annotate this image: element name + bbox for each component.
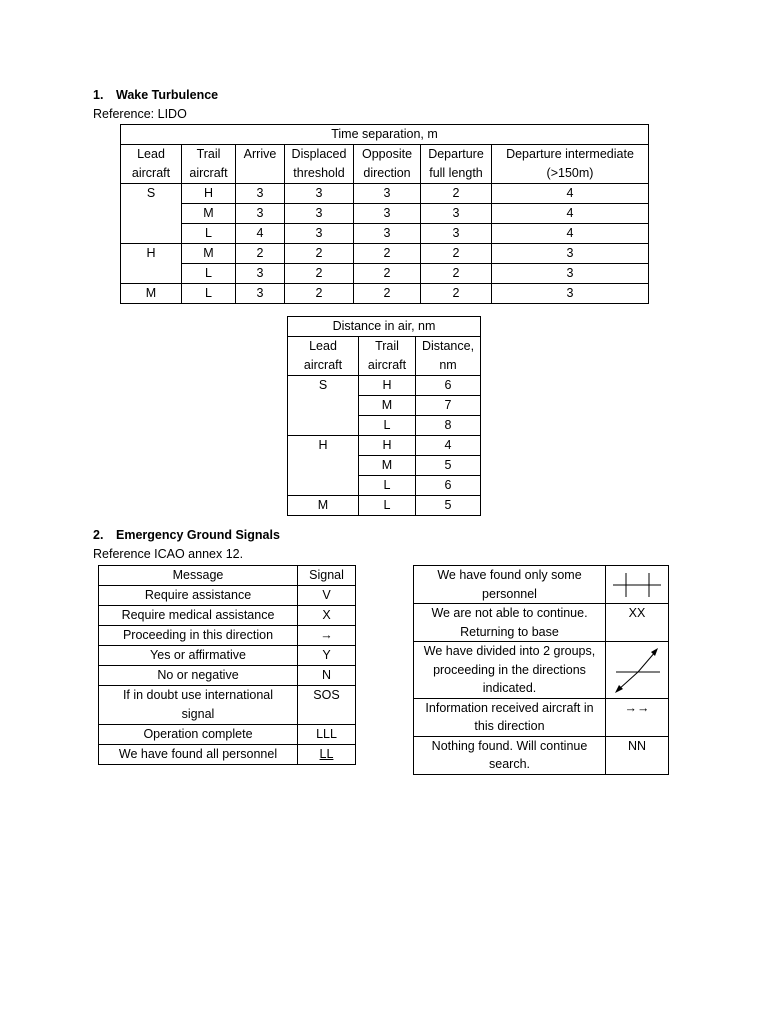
table-cell: 3 — [421, 204, 492, 224]
table-cell: 3 — [236, 204, 285, 224]
signal-code: N — [298, 666, 356, 686]
header-displaced-threshold: Displaced threshold — [285, 145, 354, 184]
table-row — [99, 626, 356, 646]
section-2-number: 2. — [93, 528, 104, 542]
table-cell — [121, 204, 182, 224]
table-row — [288, 396, 481, 416]
table-row — [99, 745, 356, 765]
table-row — [414, 698, 669, 736]
table-cell: 3 — [354, 184, 421, 204]
table-cell — [288, 476, 359, 496]
table-row — [414, 566, 669, 604]
signal-code: XX — [606, 604, 669, 642]
table-row — [121, 284, 649, 304]
table-cell: 3 — [354, 204, 421, 224]
table-cell: H — [288, 436, 359, 456]
table-row — [288, 456, 481, 476]
signal-message: Require assistance — [99, 586, 298, 606]
table-row — [414, 642, 669, 699]
signal-code: V — [298, 586, 356, 606]
table-cell: 3 — [354, 224, 421, 244]
table-row — [121, 184, 649, 204]
table-row — [99, 606, 356, 626]
table-cell: L — [182, 284, 236, 304]
table-cell: L — [359, 476, 416, 496]
table-cell: 8 — [416, 416, 481, 436]
header-lead: Lead aircraft — [121, 145, 182, 184]
table-cell: 7 — [416, 396, 481, 416]
header-message: Message — [99, 566, 298, 586]
signal-message: Require medical assistance — [99, 606, 298, 626]
table-cell: S — [121, 184, 182, 204]
table-cell: 2 — [285, 264, 354, 284]
signal-message: Nothing found. Will continue search. — [414, 736, 606, 774]
table-row — [288, 436, 481, 456]
time-table-header-row — [121, 145, 649, 184]
table-cell: 6 — [416, 376, 481, 396]
table-row — [288, 496, 481, 516]
signal-message: Information received aircraft in this direction — [414, 698, 606, 736]
table-cell: 2 — [421, 244, 492, 264]
table-row — [121, 244, 649, 264]
double-cross-symbol-icon — [612, 570, 662, 600]
header-departure-intermediate: Departure intermediate (>150m) — [492, 145, 649, 184]
table-cell: 3 — [492, 264, 649, 284]
signal-message: We are not able to continue. Returning to base — [414, 604, 606, 642]
table-cell: 3 — [285, 224, 354, 244]
section-1-number: 1. — [93, 88, 104, 102]
table-row — [99, 725, 356, 745]
table-cell: M — [288, 496, 359, 516]
emergency-signals-table-right — [413, 565, 669, 775]
signal-code — [606, 642, 669, 699]
table-cell: 5 — [416, 496, 481, 516]
table-row — [121, 224, 649, 244]
signal-code: → — [298, 626, 356, 646]
table-cell: M — [182, 244, 236, 264]
table-cell: 4 — [416, 436, 481, 456]
table-cell: 3 — [492, 244, 649, 264]
table-cell: L — [182, 264, 236, 284]
emergency-signals-table-left — [98, 565, 356, 765]
signal-code — [606, 566, 669, 604]
table-cell: 2 — [236, 244, 285, 264]
table-row — [288, 476, 481, 496]
signal-message: Yes or affirmative — [99, 646, 298, 666]
table-cell: 4 — [492, 184, 649, 204]
signal-code: →→ — [606, 698, 669, 736]
table-cell — [121, 264, 182, 284]
table-cell: M — [359, 456, 416, 476]
section-1-reference: Reference: LIDO — [93, 107, 187, 121]
header-signal: Signal — [298, 566, 356, 586]
table-cell: 3 — [236, 184, 285, 204]
table-cell: 3 — [421, 224, 492, 244]
distance-table-caption: Distance in air, nm — [288, 317, 481, 337]
table-cell: 4 — [492, 224, 649, 244]
table-cell: 2 — [354, 264, 421, 284]
time-separation-table — [120, 124, 649, 304]
table-cell: 5 — [416, 456, 481, 476]
table-cell: 3 — [236, 284, 285, 304]
table-row — [288, 416, 481, 436]
signal-message: Proceeding in this direction — [99, 626, 298, 646]
distance-in-air-table — [287, 316, 481, 516]
header-arrive: Arrive — [236, 145, 285, 184]
table-row — [121, 264, 649, 284]
time-table-caption: Time separation, m — [121, 125, 649, 145]
table-cell: 3 — [285, 204, 354, 224]
header-lead: Lead aircraft — [288, 337, 359, 376]
header-trail: Trail aircraft — [359, 337, 416, 376]
table-cell — [121, 224, 182, 244]
table-row — [121, 204, 649, 224]
table-cell: M — [182, 204, 236, 224]
table-cell: 2 — [421, 184, 492, 204]
table-cell: 4 — [492, 204, 649, 224]
table-row — [288, 376, 481, 396]
table-cell: S — [288, 376, 359, 396]
header-distance: Distance, nm — [416, 337, 481, 376]
table-cell — [288, 416, 359, 436]
table-row — [414, 604, 669, 642]
table-row — [414, 736, 669, 774]
signal-message: We have divided into 2 groups, proceeding in the directions indicated. — [414, 642, 606, 699]
table-cell — [288, 396, 359, 416]
table-cell: 2 — [354, 244, 421, 264]
signal-message: No or negative — [99, 666, 298, 686]
table-row — [99, 686, 356, 725]
table-cell: 3 — [285, 184, 354, 204]
table-row — [99, 586, 356, 606]
split-arrows-symbol-icon — [610, 645, 664, 695]
table-cell: 2 — [285, 244, 354, 264]
signal-code: NN — [606, 736, 669, 774]
table-cell: H — [121, 244, 182, 264]
table-cell: M — [121, 284, 182, 304]
signal-code: LL — [298, 745, 356, 765]
table-cell: 2 — [421, 264, 492, 284]
header-departure-full: Departure full length — [421, 145, 492, 184]
signal-code: LLL — [298, 725, 356, 745]
table-cell — [288, 456, 359, 476]
table-cell: 2 — [354, 284, 421, 304]
table-row — [99, 666, 356, 686]
signal-message: We have found all personnel — [99, 745, 298, 765]
table-cell: H — [359, 436, 416, 456]
table-cell: 2 — [421, 284, 492, 304]
table-cell: L — [359, 416, 416, 436]
section-2-reference: Reference ICAO annex 12. — [93, 547, 244, 561]
section-2-heading — [93, 528, 280, 542]
table-cell: H — [182, 184, 236, 204]
table-cell: L — [359, 496, 416, 516]
table-cell: 3 — [492, 284, 649, 304]
table-cell: 4 — [236, 224, 285, 244]
section-2-title: Emergency Ground Signals — [116, 528, 280, 542]
signal-code: X — [298, 606, 356, 626]
table-cell: 2 — [285, 284, 354, 304]
header-opposite-direction: Opposite direction — [354, 145, 421, 184]
table-row — [99, 646, 356, 666]
section-1-title: Wake Turbulence — [116, 88, 219, 102]
table-cell: H — [359, 376, 416, 396]
signals-header-row — [99, 566, 356, 586]
signal-code: SOS — [298, 686, 356, 725]
distance-table-header-row — [288, 337, 481, 376]
section-1-heading — [93, 88, 218, 102]
signal-message: Operation complete — [99, 725, 298, 745]
table-cell: 6 — [416, 476, 481, 496]
table-cell: 3 — [236, 264, 285, 284]
signal-code: Y — [298, 646, 356, 666]
table-cell: M — [359, 396, 416, 416]
signal-message: If in doubt use international signal — [99, 686, 298, 725]
header-trail: Trail aircraft — [182, 145, 236, 184]
signal-message: We have found only some personnel — [414, 566, 606, 604]
table-cell: L — [182, 224, 236, 244]
